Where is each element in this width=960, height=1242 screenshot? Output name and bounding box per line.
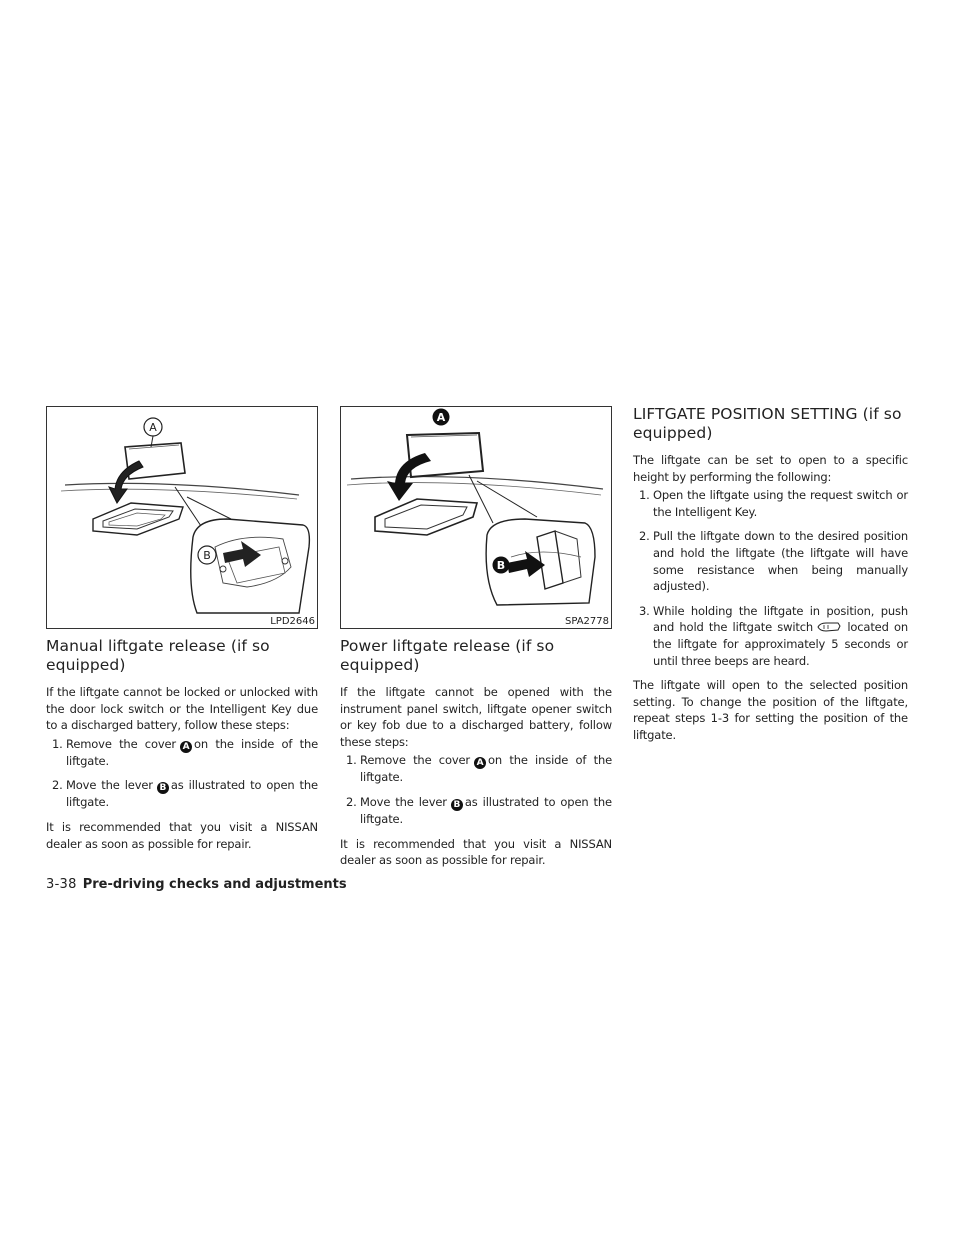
figure-id: SPA2778: [561, 615, 611, 628]
step-item: 1. Open the liftgate using the request switch or the Intelligent Key.: [639, 488, 908, 519]
fig-label-b: B: [203, 549, 211, 562]
step-item: 3. While holding the liftgate in position, push and hold the liftgate switch located on the liftgate for approximately 5 seconds or until three beeps are heard.: [639, 603, 909, 668]
intro-text: If the liftgate cannot be opened with the instrument panel switch, liftgate opener switch or key fob due to a discharged battery, follow these steps:: [340, 685, 612, 749]
note-text: It is recommended that you visit a NISSAN dealer as soon as possible for repair.: [46, 819, 318, 851]
step-list: [340, 752, 612, 827]
fig-label-a: A: [149, 421, 157, 434]
section-heading: Power liftgate release (if so equipped): [340, 637, 555, 674]
manual-release-illustration: [47, 407, 317, 628]
page-number: 3-38: [46, 877, 77, 892]
callout-a-icon: A: [180, 741, 192, 753]
intro-text: The liftgate can be set to open to a specific height by performing the following:: [633, 453, 908, 484]
fig-label-b: B: [496, 559, 506, 572]
fig-label-a: A: [436, 411, 446, 424]
figure-id: LPD2646: [266, 615, 317, 628]
step-item: 2. Move the lever B as illustrated to open the liftgate.: [346, 794, 612, 826]
liftgate-switch-icon: [816, 621, 842, 633]
outro-text: The liftgate will open to the selected position setting. To change the position of the liftgate, repeat steps 1-3 for setting the position of the liftgate.: [633, 678, 908, 742]
power-release-illustration: [341, 407, 611, 628]
callout-b-icon: B: [157, 782, 169, 794]
power-release-column: [340, 406, 612, 869]
step-list: [46, 736, 318, 811]
step-list: [633, 487, 908, 669]
page-footer: [46, 877, 347, 892]
callout-b-icon: B: [451, 799, 463, 811]
manual-release-figure: [46, 406, 318, 629]
intro-text: If the liftgate cannot be locked or unlocked with the door lock switch or the Intelligent Key due to a discharged battery, follow these steps:: [46, 685, 318, 733]
manual-release-column: [46, 406, 318, 852]
power-release-figure: [340, 406, 612, 629]
step-item: 1. Remove the cover A on the inside of the liftgate.: [52, 736, 319, 768]
step-item: 1. Remove the cover A on the inside of the liftgate.: [346, 753, 613, 785]
section-heading: Manual liftgate release (if so equipped): [46, 637, 270, 674]
section-title: Pre-driving checks and adjustments: [82, 877, 347, 892]
step-item: 2. Move the lever B as illustrated to open the liftgate.: [52, 778, 318, 810]
section-heading: LIFTGATE POSITION SETTING (if so equipped): [633, 405, 902, 442]
callout-a-icon: A: [474, 757, 486, 769]
note-text: It is recommended that you visit a NISSAN dealer as soon as possible for repair.: [340, 836, 612, 868]
position-setting-column: [633, 405, 908, 744]
step-item: 2. Pull the liftgate down to the desired position and hold the liftgate (the liftgate will have some resistance when being manually adjusted).: [639, 529, 908, 594]
